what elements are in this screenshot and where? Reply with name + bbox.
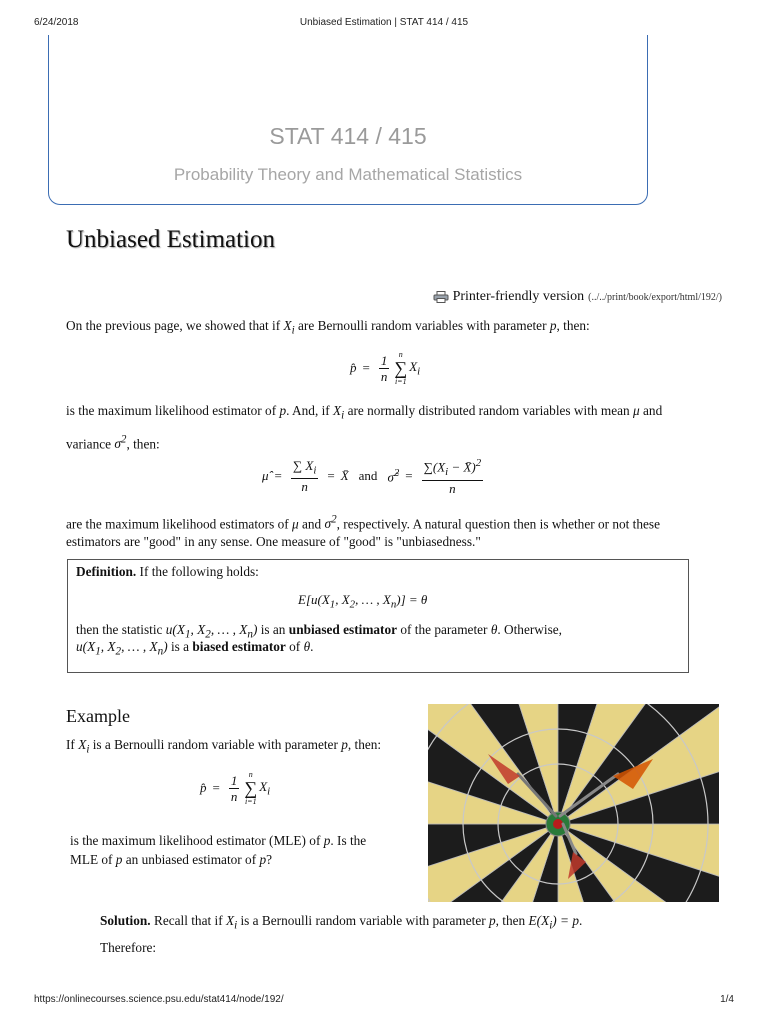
site-banner[interactable]	[48, 35, 648, 205]
print-page-number: 1/4	[720, 994, 734, 1005]
solution-paragraph: Solution. Recall that if $X_i$ is a Bernoulli random variable with parameter p, then $E(X_i) = p$. Therefore:	[100, 913, 583, 955]
formula-normal-mle: μ̂ = $\frac{\sum X_i}{n}$ = X̄ and σ̂$^2$ = $\frac{\sum(X_i - X̄)^2}{n}$	[262, 457, 482, 496]
definition-unbiased: then the statistic $u(X_1$, $X_2$, … , $X_n$) is an unbiased estimator of the parameter θ. Otherwise,	[76, 622, 562, 641]
print-url: https://onlinecourses.science.psu.edu/stat414/node/192/	[34, 994, 284, 1005]
example-heading: Example	[66, 706, 130, 726]
printer-icon	[433, 291, 449, 303]
formula-example-p-hat: p̂ = $\frac{1}{n}$ n ∑ i=1 $X_i$	[200, 770, 271, 806]
page-title: Unbiased Estimation	[66, 226, 275, 253]
formula-p-hat: p̂ = $\frac{1}{n}$ n ∑ i=1 $X_i$	[350, 350, 421, 386]
example-intro: If $X_i$ is a Bernoulli random variable with parameter p, then:	[66, 737, 382, 756]
definition-box	[67, 559, 689, 673]
definition-intro: Definition. If the following holds:	[76, 564, 259, 579]
definition-biased: $u(X_1$, $X_2$, … , $X_n$) is a biased estimator of θ.	[76, 639, 314, 658]
printer-friendly-link[interactable]	[433, 289, 722, 305]
printer-friendly-path: (../../print/book/export/html/192/)	[588, 291, 722, 303]
print-page-title: Unbiased Estimation | STAT 414 / 415	[299, 17, 469, 28]
print-date: 6/24/2018	[34, 17, 79, 28]
formula-expectation: $E[u(X_1$, $X_2$, … , $X_n)] = \theta$	[298, 592, 428, 611]
printer-friendly-label[interactable]: Printer-friendly version	[452, 289, 585, 304]
mle-normal-paragraph: are the maximum likelihood estimators of μ and $\sigma^2$, respectively. A natural question then is whether or not these estimators are "good" in any sense. One measure of "good" is "unbiasedness."	[66, 514, 661, 550]
dartboard-image	[428, 704, 719, 902]
example-question: is the maximum likelihood estimator (MLE) of p. Is the MLE of p an unbiased estimator of p?	[70, 833, 367, 867]
banner-title[interactable]: STAT 414 / 415	[269, 123, 427, 149]
mle-p-paragraph: is the maximum likelihood estimator of p. And, if $X_i$ are normally distributed random variables with mean μ and variance $\sigma^2$, then:	[66, 403, 663, 452]
intro-paragraph: On the previous page, we showed that if $X_i$ are Bernoulli random variables with parameter p, then:	[66, 318, 590, 337]
banner-subtitle: Probability Theory and Mathematical Statistics	[173, 165, 523, 184]
